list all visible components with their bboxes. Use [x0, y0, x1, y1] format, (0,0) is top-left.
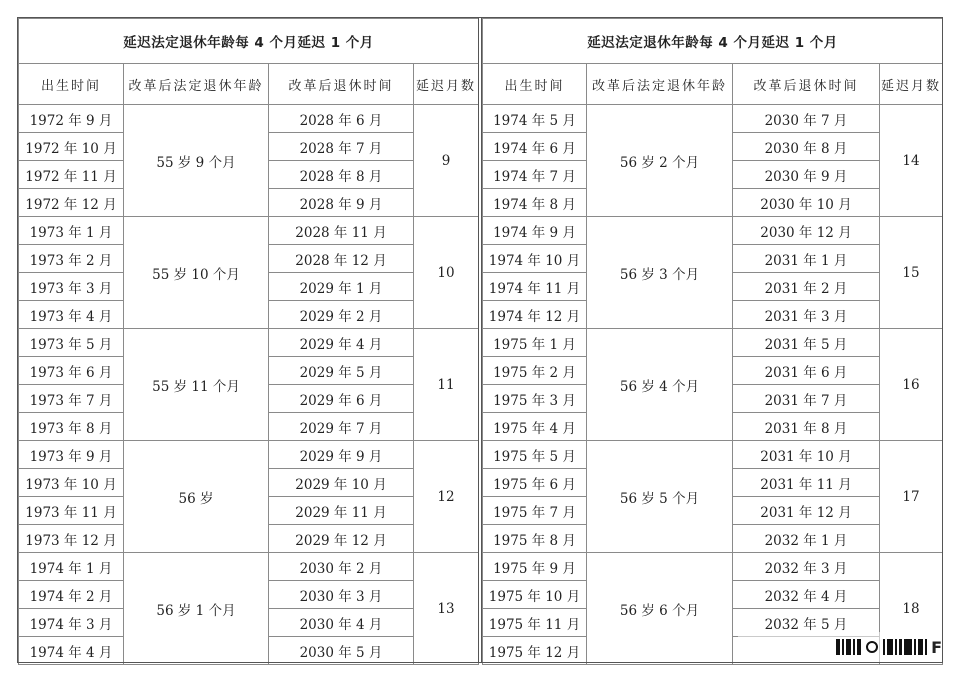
birth-date-cell: 1975 年 11 月 [483, 609, 587, 637]
retirement-time-cell: 2032 年 1 月 [733, 525, 880, 553]
birth-date-cell: 1975 年 7 月 [483, 497, 587, 525]
retirement-time-cell: 2029 年 6 月 [269, 385, 414, 413]
birth-date-cell: 1975 年 2 月 [483, 357, 587, 385]
table-row [19, 441, 479, 469]
retirement-time-cell: 2030 年 5 月 [269, 637, 414, 665]
retirement-time-cell: 2031 年 11 月 [733, 469, 880, 497]
retirement-age-cell: 56 岁 1 个月 [124, 553, 269, 665]
retirement-time-cell: 2030 年 3 月 [269, 581, 414, 609]
delay-months-cell: 15 [880, 217, 943, 329]
birth-date-cell: 1973 年 1 月 [19, 217, 124, 245]
header-birth-date: 出生时间 [483, 64, 587, 105]
birth-date-cell: 1973 年 3 月 [19, 273, 124, 301]
birth-date-cell: 1975 年 8 月 [483, 525, 587, 553]
retirement-time-cell: 2031 年 3 月 [733, 301, 880, 329]
retirement-time-cell: 2031 年 5 月 [733, 329, 880, 357]
retirement-time-cell: 2029 年 12 月 [269, 525, 414, 553]
table-body-right [483, 19, 943, 665]
retirement-time-cell: 2031 年 2 月 [733, 273, 880, 301]
retirement-age-cell: 56 岁 6 个月 [587, 553, 733, 665]
birth-date-cell: 1972 年 11 月 [19, 161, 124, 189]
retirement-time-cell: 2028 年 9 月 [269, 189, 414, 217]
retirement-time-cell: 2031 年 10 月 [733, 441, 880, 469]
birth-date-cell: 1974 年 12 月 [483, 301, 587, 329]
retirement-time-cell: 2030 年 2 月 [269, 553, 414, 581]
delay-months-cell: 12 [414, 441, 479, 553]
birth-date-cell: 1974 年 9 月 [483, 217, 587, 245]
table-row [19, 217, 479, 245]
header-retirement-age: 改革后法定退休年龄 [124, 64, 269, 105]
retirement-age-cell: 56 岁 4 个月 [587, 329, 733, 441]
header-retirement-age: 改革后法定退休年龄 [587, 64, 733, 105]
table-title: 延迟法定退休年龄每 4 个月延迟 1 个月 [19, 19, 479, 64]
birth-date-cell: 1973 年 7 月 [19, 385, 124, 413]
retirement-time-cell: 2031 年 7 月 [733, 385, 880, 413]
retirement-age-cell: 56 岁 2 个月 [587, 105, 733, 217]
birth-date-cell: 1973 年 10 月 [19, 469, 124, 497]
birth-date-cell: 1975 年 5 月 [483, 441, 587, 469]
retirement-time-cell: 2030 年 8 月 [733, 133, 880, 161]
birth-date-cell: 1974 年 5 月 [483, 105, 587, 133]
retirement-time-cell: 2032 年 5 月 [733, 609, 880, 637]
header-delay-months: 延迟月数 [880, 64, 943, 105]
birth-date-cell: 1973 年 8 月 [19, 413, 124, 441]
birth-date-cell: 1973 年 5 月 [19, 329, 124, 357]
retirement-time-cell: 2029 年 9 月 [269, 441, 414, 469]
retirement-time-cell: 2029 年 10 月 [269, 469, 414, 497]
retirement-time-cell: 2030 年 7 月 [733, 105, 880, 133]
delay-months-cell: 17 [880, 441, 943, 553]
retirement-time-cell: 2028 年 12 月 [269, 245, 414, 273]
retirement-time-cell: 2032 年 3 月 [733, 553, 880, 581]
table-row [19, 105, 479, 133]
birth-date-cell: 1974 年 1 月 [19, 553, 124, 581]
table-row [19, 553, 479, 581]
delay-months-cell: 13 [414, 553, 479, 665]
delay-months-cell: 16 [880, 329, 943, 441]
retirement-time-cell: 2031 年 12 月 [733, 497, 880, 525]
retirement-time-cell: 2029 年 2 月 [269, 301, 414, 329]
header-birth-date: 出生时间 [19, 64, 124, 105]
delay-months-cell: 11 [414, 329, 479, 441]
delay-months-cell: 10 [414, 217, 479, 329]
retirement-age-cell: 56 岁 [124, 441, 269, 553]
header-delay-months: 延迟月数 [414, 64, 479, 105]
retirement-age-cell: 55 岁 10 个月 [124, 217, 269, 329]
birth-date-cell: 1972 年 9 月 [19, 105, 124, 133]
table-title-row [19, 19, 479, 64]
birth-date-cell: 1974 年 3 月 [19, 609, 124, 637]
table-header-row [483, 64, 943, 105]
retirement-age-cell: 56 岁 3 个月 [587, 217, 733, 329]
retirement-table-left [18, 18, 479, 665]
barcode-like-watermark-icon: F [738, 632, 942, 662]
retirement-time-cell: 2031 年 1 月 [733, 245, 880, 273]
retirement-time-cell: 2029 年 7 月 [269, 413, 414, 441]
retirement-time-cell: 2029 年 5 月 [269, 357, 414, 385]
retirement-time-cell: 2030 年 4 月 [269, 609, 414, 637]
retirement-time-cell: 2032 年 4 月 [733, 581, 880, 609]
center-divider [478, 18, 482, 662]
retirement-time-cell: 2030 年 12 月 [733, 217, 880, 245]
birth-date-cell: 1974 年 2 月 [19, 581, 124, 609]
birth-date-cell: 1975 年 10 月 [483, 581, 587, 609]
retirement-time-cell: 2028 年 11 月 [269, 217, 414, 245]
table-row [483, 329, 943, 357]
retirement-time-cell: 2028 年 8 月 [269, 161, 414, 189]
birth-date-cell: 1974 年 6 月 [483, 133, 587, 161]
retirement-time-cell: 2028 年 7 月 [269, 133, 414, 161]
birth-date-cell: 1975 年 6 月 [483, 469, 587, 497]
birth-date-cell: 1973 年 6 月 [19, 357, 124, 385]
birth-date-cell: 1974 年 7 月 [483, 161, 587, 189]
birth-date-cell: 1973 年 9 月 [19, 441, 124, 469]
birth-date-cell: 1974 年 4 月 [19, 637, 124, 665]
table-header-row [19, 64, 479, 105]
birth-date-cell: 1975 年 4 月 [483, 413, 587, 441]
retirement-time-cell: 2028 年 6 月 [269, 105, 414, 133]
birth-date-cell: 1973 年 4 月 [19, 301, 124, 329]
retirement-time-cell: 2030 年 10 月 [733, 189, 880, 217]
table-row [483, 441, 943, 469]
table-title-row [483, 19, 943, 64]
birth-date-cell: 1975 年 3 月 [483, 385, 587, 413]
birth-date-cell: 1975 年 12 月 [483, 637, 587, 665]
table-row [19, 329, 479, 357]
retirement-age-cell: 55 岁 9 个月 [124, 105, 269, 217]
retirement-time-cell: 2030 年 9 月 [733, 161, 880, 189]
delay-months-cell: 14 [880, 105, 943, 217]
birth-date-cell: 1975 年 1 月 [483, 329, 587, 357]
birth-date-cell: 1974 年 8 月 [483, 189, 587, 217]
header-retirement-time: 改革后退休时间 [733, 64, 880, 105]
retirement-time-cell: 2029 年 4 月 [269, 329, 414, 357]
delay-months-cell: 9 [414, 105, 479, 217]
birth-date-cell: 1973 年 2 月 [19, 245, 124, 273]
retirement-time-cell: 2031 年 8 月 [733, 413, 880, 441]
birth-date-cell: 1973 年 12 月 [19, 525, 124, 553]
birth-date-cell: 1974 年 10 月 [483, 245, 587, 273]
birth-date-cell: 1975 年 9 月 [483, 553, 587, 581]
retirement-age-cell: 56 岁 5 个月 [587, 441, 733, 553]
birth-date-cell: 1972 年 10 月 [19, 133, 124, 161]
delay-months-cell: 18 [880, 553, 943, 665]
retirement-age-cell: 55 岁 11 个月 [124, 329, 269, 441]
header-retirement-time: 改革后退休时间 [269, 64, 414, 105]
birth-date-cell: 1972 年 12 月 [19, 189, 124, 217]
birth-date-cell: 1973 年 11 月 [19, 497, 124, 525]
retirement-table-right [482, 18, 943, 665]
table-row [483, 105, 943, 133]
table-title: 延迟法定退休年龄每 4 个月延迟 1 个月 [483, 19, 943, 64]
table-row [483, 217, 943, 245]
retirement-time-cell: 2029 年 1 月 [269, 273, 414, 301]
birth-date-cell: 1974 年 11 月 [483, 273, 587, 301]
retirement-time-cell: 2029 年 11 月 [269, 497, 414, 525]
table-body-left [19, 19, 479, 665]
retirement-time-cell: 2031 年 6 月 [733, 357, 880, 385]
table-row [483, 553, 943, 581]
